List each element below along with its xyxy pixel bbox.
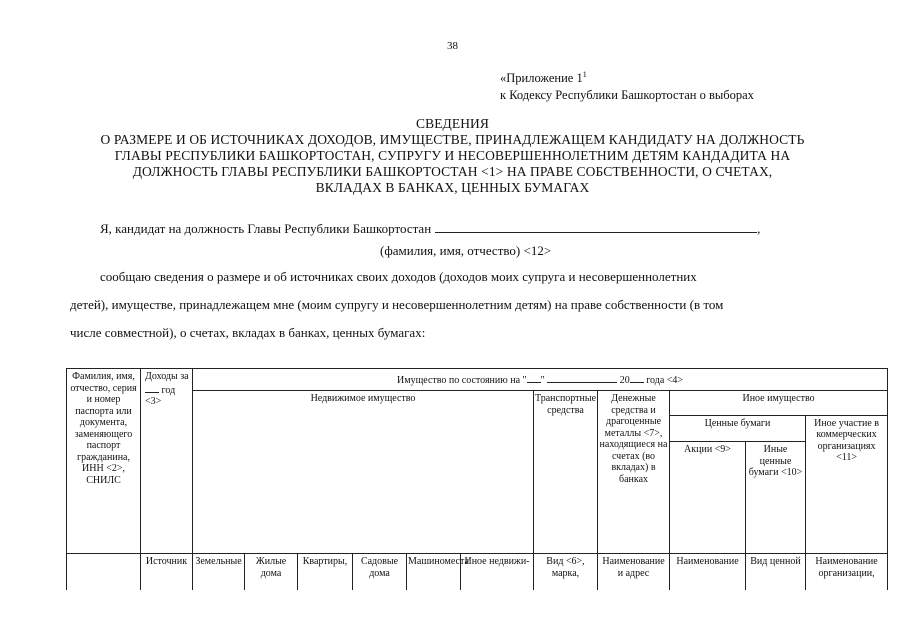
candidate-comma: , — [757, 221, 761, 236]
statement-line-2: детей), имуществе, принадлежащем мне (моим супругу и несовершеннолетним детям) на праве собственности (в том — [70, 297, 724, 312]
document-heading — [40, 116, 865, 196]
subheader-cell: Вид <6>, марка, — [534, 554, 598, 590]
subheader-cell: Наименование — [670, 554, 746, 590]
other-property-header: Иное имущество — [670, 391, 888, 416]
person-blank-cell — [67, 554, 141, 590]
subheader-cell: Жилые дома — [245, 554, 298, 590]
page-number: 38 — [447, 40, 458, 52]
person-header: Фамилия, имя, отчество, серия и номер паспорта или документа, заменяющего паспорт гражданина, ИНН <2>, СНИЛС — [67, 369, 141, 554]
property-date-prefix: Имущество по состоянию на " — [397, 374, 527, 386]
transport-header: Транспортные средства — [534, 391, 598, 554]
statement-line-1: сообщаю сведения о размере и об источниках своих доходов (доходов моих супруга и несовершеннолетних — [100, 269, 697, 284]
income-property-table — [66, 368, 888, 590]
property-date-year: 20 — [619, 374, 630, 386]
heading-line-2: О РАЗМЕРЕ И ОБ ИСТОЧНИКАХ ДОХОДОВ, ИМУЩЕСТВЕ, ПРИНАДЛЕЖАЩЕМ КАНДИДАТУ НА ДОЛЖНОСТЬ — [100, 132, 805, 147]
subheader-cell: Наименование и адрес — [598, 554, 670, 590]
property-date-quote: " — [540, 374, 545, 386]
income-header-top: Доходы за — [145, 371, 189, 382]
heading-line-1: СВЕДЕНИЯ — [415, 116, 489, 131]
property-date-suffix: года <4> — [646, 374, 684, 386]
income-year-blank[interactable] — [145, 383, 159, 393]
appendix-title: «Приложение 1 — [500, 71, 583, 86]
candidate-label: Я, кандидат на должность Главы Республики Башкортостан — [100, 221, 432, 236]
money-header: Денежные средства и драгоценные металлы <7>, находящиеся на счетах (во вкладах) в банках — [598, 391, 670, 554]
heading-line-3: ГЛАВЫ РЕСПУБЛИКИ БАШКОРТОСТАН, СУПРУГУ И НЕСОВЕРШЕННОЛЕТНИМ ДЕТЯМ КАНДАДИТА НА — [114, 148, 791, 163]
income-header-bottom: год <3> — [145, 384, 176, 407]
statement-line-3: числе совместной), о счетах, вкладах в банках, ценных бумагах: — [70, 325, 426, 340]
other-participation-header: Иное участие в коммерческих организациях <11> — [806, 415, 888, 554]
heading-line-5: ВКЛАДАХ В БАНКАХ, ЦЕННЫХ БУМАГАХ — [315, 180, 590, 195]
subheader-cell: Вид ценной — [746, 554, 806, 590]
subheader-cell: Машиноместа — [407, 554, 461, 590]
appendix-line-1 — [500, 66, 754, 87]
candidate-line — [100, 220, 760, 237]
subheader-cell: Земельные — [193, 554, 245, 590]
subheader-cell: Квартиры, — [298, 554, 353, 590]
subheader-cell: Иное недвижи- — [461, 554, 534, 590]
other-securities-header: Иные ценные бумаги <10> — [746, 442, 806, 554]
subheader-cell: Наименование организации, — [806, 554, 888, 590]
property-year-blank[interactable] — [630, 373, 644, 383]
real-estate-header: Недвижимое имущество — [193, 391, 534, 554]
subheader-cell: Источник — [141, 554, 193, 590]
property-month-blank[interactable] — [547, 373, 617, 383]
appendix-note — [500, 66, 754, 104]
income-header — [141, 369, 193, 554]
property-day-blank[interactable] — [527, 373, 541, 383]
name-hint: (фамилия, имя, отчество) <12> — [380, 243, 552, 258]
heading-line-4: ДОЛЖНОСТЬ ГЛАВЫ РЕСПУБЛИКИ БАШКОРТОСТАН <1> НА ПРАВЕ СОБСТВЕННОСТИ, О СЧЕТАХ, — [132, 164, 773, 179]
shares-header: Акции <9> — [670, 442, 746, 554]
securities-header: Ценные бумаги — [670, 415, 806, 442]
property-date-header — [193, 369, 888, 391]
appendix-line-2: к Кодексу Республики Башкортостан о выборах — [500, 88, 754, 103]
subheader-cell: Садовые дома — [353, 554, 407, 590]
appendix-sup: 1 — [582, 70, 587, 79]
candidate-name-field[interactable] — [435, 220, 757, 233]
